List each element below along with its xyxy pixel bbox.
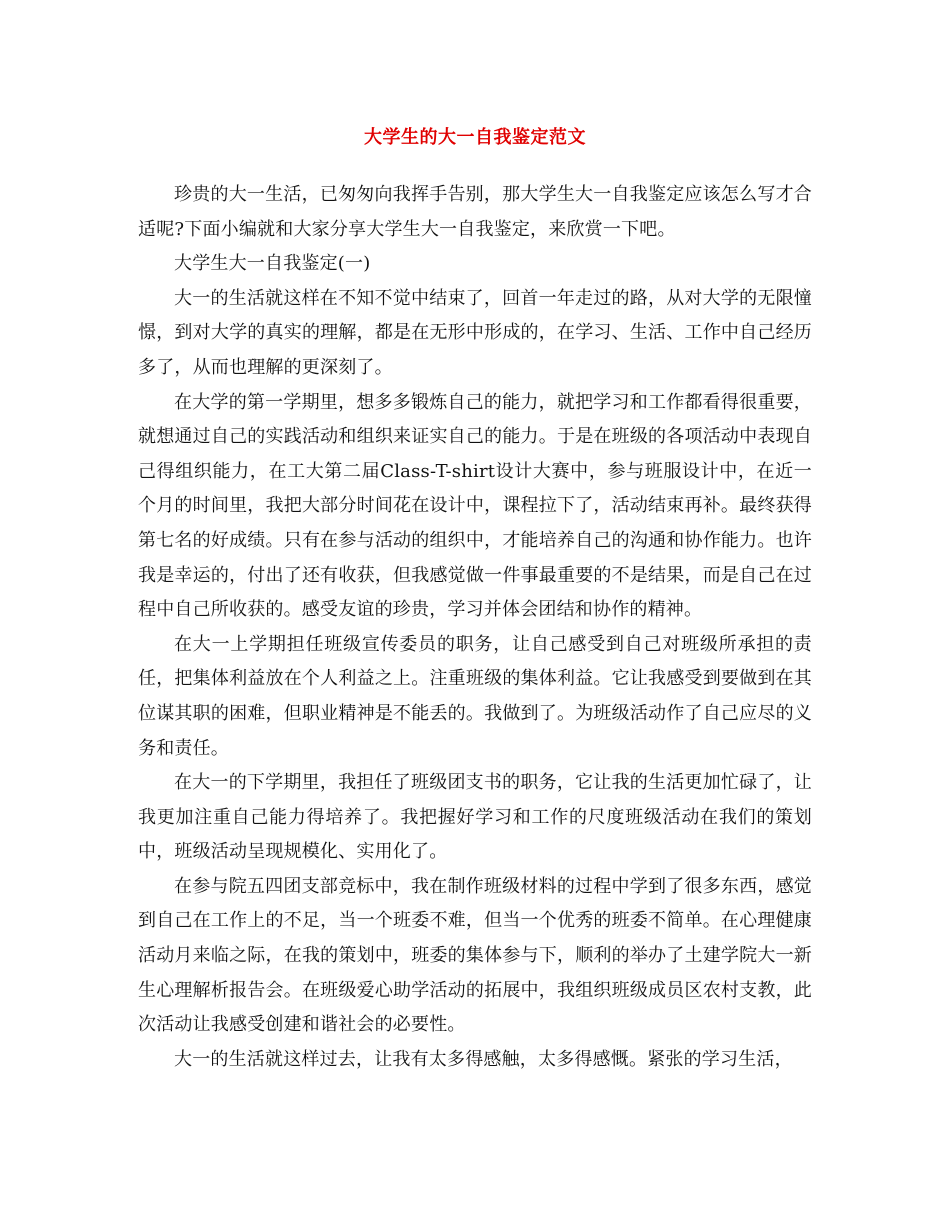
paragraph: 大一的生活就这样在不知不觉中结束了，回首一年走过的路，从对大学的无限憧憬，到对大学的真实的理解，都是在无形中形成的，在学习、生活、工作中自己经历多了，从而也理解的更深刻了。 [138, 287, 812, 378]
paragraph: 在参与院五四团支部竞标中，我在制作班级材料的过程中学到了很多东西，感觉到自己在工作上的不足，当一个班委不难，但当一个优秀的班委不简单。在心理健康活动月来临之际，在我的策划中，班委的集体参与下，顺利的举办了土建学院大一新生心理解析报告会。在班级爱心助学活动的拓展中，我组织班级成员区农村支教，此次活动让我感受创建和谐社会的必要性。 [138, 875, 812, 1036]
document-title: 大学生的大一自我鉴定范文 [364, 127, 586, 148]
section-heading: 大学生大一自我鉴定(一) [174, 253, 371, 275]
paragraph-intro: 珍贵的大一生活，已匆匆向我挥手告别，那大学生大一自我鉴定应该怎么写才合适呢?下面小编就和大家分享大学生大一自我鉴定，来欣赏一下吧。 [138, 184, 812, 240]
document-body [138, 178, 812, 1077]
paragraph: 大一的生活就这样过去，让我有太多得感触，太多得感慨。紧张的学习生活， [174, 1048, 793, 1070]
paragraph: 在大学的第一学期里，想多多锻炼自己的能力，就把学习和工作都看得很重要，就想通过自己的实践活动和组织来证实自己的能力。于是在班级的各项活动中表现自己得组织能力，在工大第二届Class-T-shirt设计大赛中，参与班服设计中，在近一个月的时间里，我把大部分时间花在设计中，课程拉下了，活动结束再补。最终获得第七名的好成绩。只有在参与活动的组织中，才能培养自己的沟通和协作能力。也许我是幸运的，付出了还有收获，但我感觉做一件事最重要的不是结果，而是自己在过程中自己所收获的。感受友谊的珍贵，学习并体会团结和协作的精神。 [138, 391, 812, 621]
paragraph: 在大一的下学期里，我担任了班级团支书的职务，它让我的生活更加忙碌了，让我更加注重自己能力得培养了。我把握好学习和工作的尺度班级活动在我们的策划中，班级活动呈现规模化、实用化了。 [138, 772, 812, 863]
paragraph: 在大一上学期担任班级宣传委员的职务，让自己感受到自己对班级所承担的责任，把集体利益放在个人利益之上。注重班级的集体利益。它让我感受到要做到在其位谋其职的困难，但职业精神是不能丢的。我做到了。为班级活动作了自己应尽的义务和责任。 [138, 633, 812, 759]
